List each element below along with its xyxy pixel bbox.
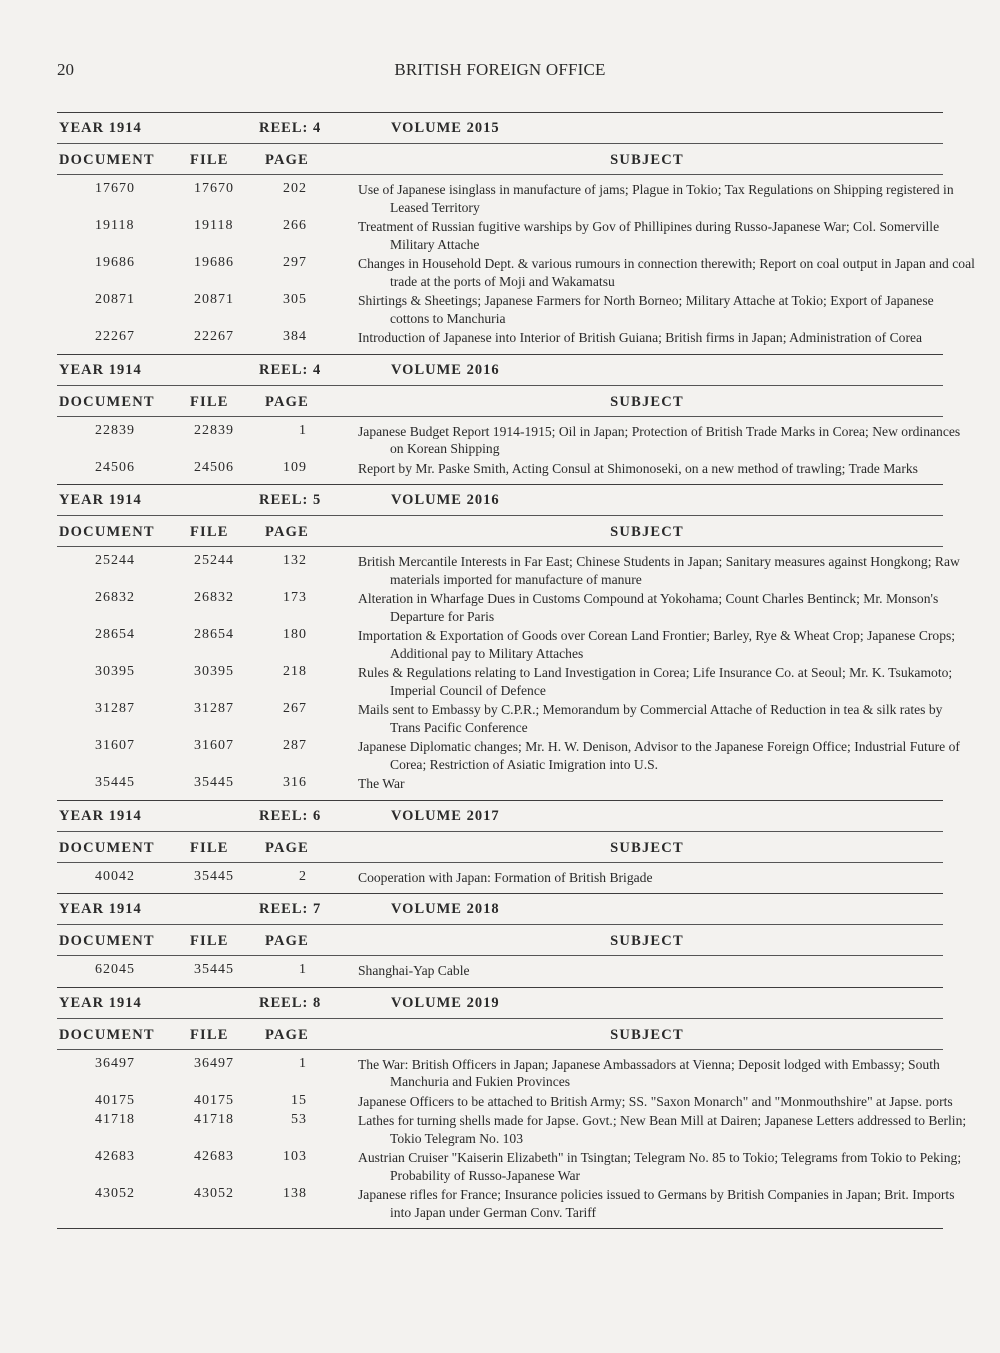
- table-row: [57, 590, 943, 625]
- table-row: [57, 738, 960, 773]
- document-number: 19118: [95, 218, 135, 233]
- document-number: 17670: [95, 181, 135, 196]
- file-number: 43052: [194, 1186, 234, 1201]
- subject-text: Report by Mr. Paske Smith, Acting Consul at Shimonoseki, on a new method of trawling; Trade Marks: [358, 460, 918, 476]
- file-number: 35445: [194, 868, 234, 884]
- document-number: 28654: [95, 627, 135, 642]
- page-number-cell: 109: [283, 459, 307, 475]
- subject-text: Changes in Household Dept. & various rumours in connection therewith; Report on coal output in Japan and coal trade at the ports of Moji and Wakamatsu: [358, 256, 975, 289]
- section-meta-row: [57, 988, 943, 1018]
- table-row: [57, 1056, 943, 1091]
- entry-list: [57, 547, 960, 800]
- table-row: [57, 701, 943, 736]
- page-number-cell: 287: [283, 738, 307, 753]
- page-number-cell: 15: [291, 1092, 307, 1108]
- column-header-file: FILE: [190, 393, 229, 410]
- subject-text: The War: British Officers in Japan; Japanese Ambassadors at Vienna; Deposit lodged with Embassy; South Manchuria and Fukien Provinces: [358, 1056, 940, 1089]
- file-number: 22267: [194, 329, 234, 344]
- page-number-cell: 2: [299, 868, 307, 884]
- document-number: 31287: [95, 701, 135, 716]
- page-number-cell: 305: [283, 292, 307, 307]
- subject-text: Cooperation with Japan: Formation of British Brigade: [358, 869, 653, 885]
- column-header-page: PAGE: [265, 1026, 310, 1043]
- section-year: YEAR 1914: [59, 361, 142, 378]
- section-year: YEAR 1914: [59, 901, 142, 917]
- section-year: YEAR 1914: [59, 807, 142, 824]
- document-number: 62045: [95, 962, 135, 977]
- reel-section: [57, 987, 967, 1230]
- section-volume: VOLUME 2017: [391, 807, 500, 824]
- reel-section: [57, 800, 943, 894]
- document-number: 43052: [95, 1186, 135, 1201]
- table-row: [57, 1186, 955, 1221]
- file-number: 31607: [194, 738, 234, 753]
- column-header-subject: SUBJECT: [610, 933, 684, 949]
- table-row: [57, 775, 943, 793]
- file-number: 17670: [194, 181, 234, 196]
- column-header-file: FILE: [190, 524, 229, 540]
- column-header-row: [57, 386, 943, 416]
- page-number-cell: 316: [283, 775, 307, 790]
- page-number-cell: 218: [283, 664, 307, 679]
- column-header-row: [57, 1019, 943, 1049]
- file-number: 24506: [194, 459, 234, 475]
- page-number-cell: 180: [283, 627, 307, 642]
- section-volume: VOLUME 2018: [391, 901, 500, 917]
- table-row: [57, 1149, 962, 1184]
- section-meta-row: [57, 355, 943, 385]
- table-row: [57, 329, 943, 347]
- file-number: 31287: [194, 701, 234, 716]
- entry-list: [57, 863, 943, 894]
- column-header-subject: SUBJECT: [610, 1026, 684, 1043]
- subject-text: Japanese rifles for France; Insurance policies issued to Germans by British Companies in Japan; Brit. Imports into Japan under German Conv. Tariff: [358, 1187, 955, 1220]
- column-header-page: PAGE: [265, 839, 310, 856]
- section-volume: VOLUME 2016: [391, 361, 500, 378]
- document-number: 36497: [95, 1055, 135, 1071]
- column-header-row: [57, 144, 943, 174]
- file-number: 20871: [194, 292, 234, 307]
- document-number: 26832: [95, 590, 135, 605]
- section-meta-row: [57, 801, 943, 831]
- section-reel: REEL: 7: [259, 901, 322, 917]
- subject-text: Shirtings & Sheetings; Japanese Farmers for North Borneo; Military Attache at Tokio; Export of Japanese cottons to Manchuria: [358, 293, 934, 326]
- page-number-cell: 202: [283, 181, 307, 196]
- file-number: 40175: [194, 1092, 234, 1108]
- column-header-file: FILE: [190, 839, 229, 856]
- reel-section: [57, 354, 961, 485]
- column-header-subject: SUBJECT: [610, 393, 684, 410]
- section-volume: VOLUME 2015: [391, 120, 500, 136]
- page-number-cell: 267: [283, 701, 307, 716]
- reel-section: [57, 484, 960, 800]
- page-number-cell: 173: [283, 590, 307, 605]
- subject-text: Use of Japanese isinglass in manufacture of jams; Plague in Tokio; Tax Regulations on Shipping registered in Leased Territory: [358, 182, 954, 215]
- subject-text: Austrian Cruiser "Kaiserin Elizabeth" in Tsingtan; Telegram No. 85 to Tokio; Telegrams from Tokio to Peking; Probability of Russo-Japanese War: [358, 1150, 962, 1183]
- file-number: 41718: [194, 1112, 234, 1127]
- column-header-document: DOCUMENT: [59, 524, 155, 540]
- column-header-page: PAGE: [265, 393, 310, 410]
- subject-text: Japanese Diplomatic changes; Mr. H. W. Denison, Advisor to the Japanese Foreign Office; Industrial Future of Corea; Restriction of Asiatic Imigration into U.S.: [358, 739, 960, 772]
- column-header-document: DOCUMENT: [59, 839, 155, 856]
- page-number-cell: 1: [299, 962, 307, 977]
- section-year: YEAR 1914: [59, 492, 142, 508]
- page-title: BRITISH FOREIGN OFFICE: [394, 60, 606, 79]
- subject-text: Japanese Officers to be attached to British Army; SS. "Saxon Monarch" and "Monmouthshire" at Japse. ports: [358, 1093, 953, 1109]
- column-header-document: DOCUMENT: [59, 1026, 155, 1043]
- section-volume: VOLUME 2016: [391, 492, 500, 508]
- subject-text: British Mercantile Interests in Far East; Chinese Students in Japan; Sanitary measures against Hongkong; Raw materials imported for manufacture of manure: [358, 554, 960, 587]
- document-number: 24506: [95, 459, 135, 475]
- document-number: 22267: [95, 329, 135, 344]
- column-header-document: DOCUMENT: [59, 933, 155, 949]
- document-number: 35445: [95, 775, 135, 790]
- section-meta-row: [57, 485, 943, 515]
- table-row: [57, 422, 961, 458]
- section-reel: REEL: 4: [259, 361, 322, 378]
- document-number: 25244: [95, 553, 135, 568]
- entry-list: [57, 175, 975, 354]
- file-number: 35445: [194, 775, 234, 790]
- table-row: [57, 1112, 967, 1147]
- page-number-cell: 1: [299, 1055, 307, 1071]
- file-number: 30395: [194, 664, 234, 679]
- table-row: [57, 869, 943, 887]
- column-header-subject: SUBJECT: [610, 524, 684, 540]
- subject-text: Lathes for turning shells made for Japse. Govt.; New Bean Mill at Dairen; Japanese Letters addressed to Berlin; Tokio Telegram No. 103: [358, 1113, 967, 1146]
- table-row: [57, 181, 954, 216]
- subject-text: The War: [358, 776, 405, 791]
- file-number: 36497: [194, 1055, 234, 1071]
- section-year: YEAR 1914: [59, 994, 142, 1011]
- column-header-row: [57, 925, 943, 955]
- document-number: 19686: [95, 255, 135, 270]
- column-header-file: FILE: [190, 152, 229, 168]
- page-number-cell: 132: [283, 553, 307, 568]
- entry-list: [57, 1050, 967, 1229]
- column-header-document: DOCUMENT: [59, 393, 155, 410]
- page-number-cell: 53: [291, 1112, 307, 1127]
- file-number: 26832: [194, 590, 234, 605]
- entry-list: [57, 956, 943, 987]
- document-number: 22839: [95, 422, 135, 438]
- table-row: [57, 1092, 953, 1111]
- subject-text: Shanghai-Yap Cable: [358, 963, 470, 978]
- table-row: [57, 627, 956, 662]
- table-row: [57, 255, 975, 290]
- file-number: 35445: [194, 962, 234, 977]
- document-number: 31607: [95, 738, 135, 753]
- page-number-cell: 103: [283, 1149, 307, 1164]
- document-number: 42683: [95, 1149, 135, 1164]
- file-number: 28654: [194, 627, 234, 642]
- page-number-cell: 297: [283, 255, 307, 270]
- reel-section: [57, 893, 943, 987]
- file-number: 25244: [194, 553, 234, 568]
- section-reel: REEL: 4: [259, 120, 322, 136]
- page-number-cell: 138: [283, 1186, 307, 1201]
- page-number-cell: 1: [299, 422, 307, 438]
- column-header-row: [57, 516, 943, 546]
- table-row: [57, 553, 960, 588]
- column-header-subject: SUBJECT: [610, 839, 684, 856]
- document-number: 40042: [95, 868, 135, 884]
- page-number-cell: 384: [283, 329, 307, 344]
- subject-text: Japanese Budget Report 1914-1915; Oil in Japan; Protection of British Trade Marks in Corea; New ordinances on Korean Shipping: [358, 423, 961, 456]
- column-header-row: [57, 832, 943, 862]
- column-header-subject: SUBJECT: [610, 152, 684, 168]
- page-header: [57, 60, 943, 84]
- column-header-page: PAGE: [265, 152, 310, 168]
- final-rule: [57, 1228, 943, 1229]
- document-number: 30395: [95, 664, 135, 679]
- subject-text: Rules & Regulations relating to Land Investigation in Corea; Life Insurance Co. at Seoul; Mr. K. Tsukamoto; Imperial Council of Defence: [358, 665, 953, 698]
- page-number-cell: 266: [283, 218, 307, 233]
- file-number: 19686: [194, 255, 234, 270]
- column-header-file: FILE: [190, 1026, 229, 1043]
- table-row: [57, 292, 943, 327]
- subject-text: Importation & Exportation of Goods over Corean Land Frontier; Barley, Rye & Wheat Crop; Japanese Crops; Additional pay to Military Attaches: [358, 628, 956, 661]
- table-row: [57, 664, 953, 699]
- entry-list: [57, 417, 961, 485]
- reel-section: [57, 112, 975, 354]
- section-reel: REEL: 8: [259, 994, 322, 1011]
- file-number: 19118: [194, 218, 234, 233]
- column-header-page: PAGE: [265, 524, 310, 540]
- document-number: 41718: [95, 1112, 135, 1127]
- page-number: 20: [57, 60, 74, 79]
- section-meta-row: [57, 113, 943, 143]
- subject-text: Alteration in Wharfage Dues in Customs Compound at Yokohama; Count Charles Bentinck; Mr. Monson's Departure for Paris: [358, 591, 939, 624]
- table-row: [57, 460, 943, 478]
- subject-text: Treatment of Russian fugitive warships by Gov of Phillipines during Russo-Japanese War; Col. Somerville Military Attache: [358, 219, 940, 252]
- section-reel: REEL: 6: [259, 807, 322, 824]
- file-number: 22839: [194, 422, 234, 438]
- section-meta-row: [57, 894, 943, 924]
- section-reel: REEL: 5: [259, 492, 322, 508]
- section-year: YEAR 1914: [59, 120, 142, 136]
- file-number: 42683: [194, 1149, 234, 1164]
- document-number: 20871: [95, 292, 135, 307]
- column-header-page: PAGE: [265, 933, 310, 949]
- catalog-sections: [57, 112, 975, 1229]
- table-row: [57, 218, 943, 253]
- column-header-file: FILE: [190, 933, 229, 949]
- table-row: [57, 962, 943, 980]
- subject-text: Mails sent to Embassy by C.P.R.; Memorandum by Commercial Attache of Reduction in tea & silk rates by Trans Pacific Conference: [358, 702, 943, 735]
- document-number: 40175: [95, 1092, 135, 1108]
- subject-text: Introduction of Japanese into Interior of British Guiana; British firms in Japan; Administration of Corea: [358, 330, 923, 345]
- section-volume: VOLUME 2019: [391, 994, 500, 1011]
- column-header-document: DOCUMENT: [59, 152, 155, 168]
